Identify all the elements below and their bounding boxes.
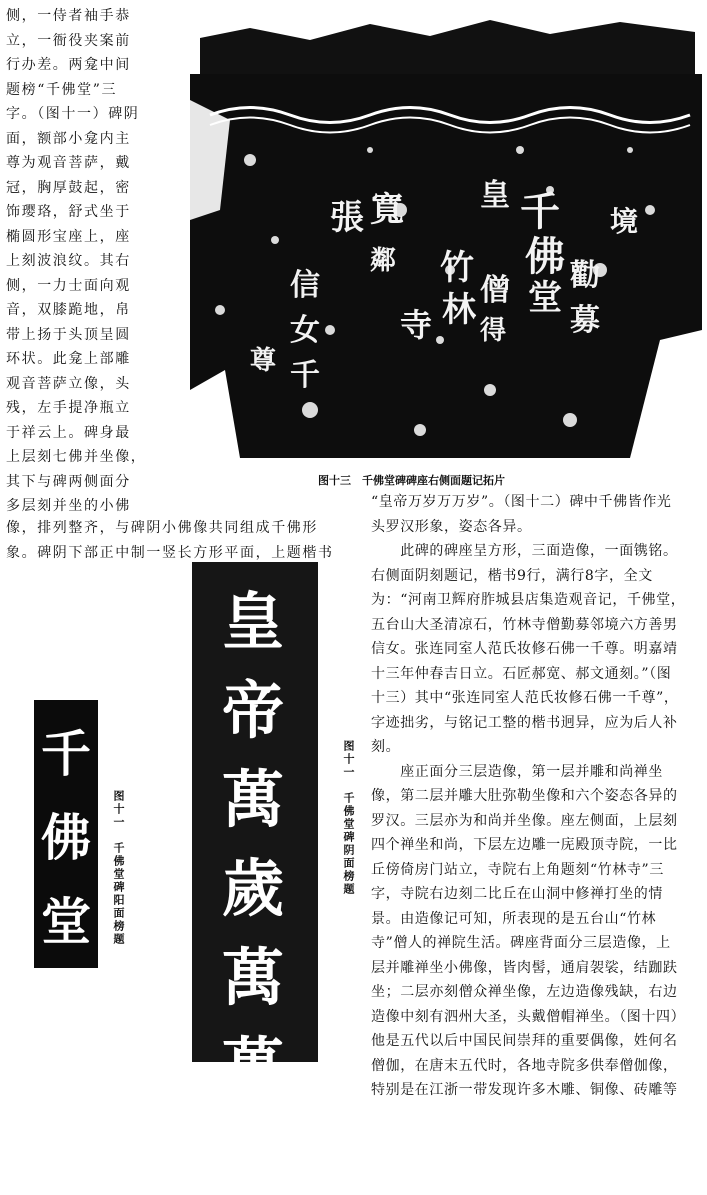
text-line: 刻。 — [371, 739, 401, 755]
text-line: 他是五代以后中国民间崇拜的重要偶像，姓何名 — [371, 1033, 678, 1049]
text-line: 上层刻七佛并坐像， — [6, 449, 147, 465]
text-line: 十三年仲春吉日立。石匠郝宽、郝文通刻。”（图 — [371, 665, 672, 682]
text-line: 立，一衙役夹案前 — [6, 32, 131, 49]
text-line: 坐；二层亦刻僧众禅坐像，左边造像残缺，右边 — [371, 984, 678, 1000]
rubbing-char: 女 — [290, 313, 320, 348]
rubbing-char: 鄰 — [370, 246, 397, 276]
text-line: 右侧面阴刻题记，楷书9行，满行8字，全文 — [371, 567, 653, 584]
rubbing-char: 佛 — [525, 233, 565, 280]
text-line: 饰璎珞，舒式坐于 — [6, 204, 131, 220]
text-line: 座正面分三层造像，第一层并雕和尚禅坐 — [371, 763, 663, 780]
text-line: 景。由造像记可知，所表现的是五台山“竹林 — [371, 910, 657, 927]
figure11-caption-back: 图十一 千佛堂碑阴面榜题 — [342, 740, 355, 896]
rubbing-char: 僧 — [480, 273, 510, 308]
text-line: 像，第二层并雕大肚弥勒坐像和六个姿态各异的 — [371, 788, 678, 804]
text-line: 冠，胸厚鼓起，密 — [6, 179, 131, 196]
plaque-char: 萬 — [221, 1030, 284, 1103]
text-line: 造像中刻有泗州大圣，头戴僧帽禅坐。（图十四） — [371, 1008, 686, 1025]
rubbing-char: 寺 — [400, 306, 433, 344]
text-line: 于祥云上。碑身最 — [6, 424, 131, 441]
text-line: 四个禅坐和尚，下层左边雕一庑殿顶寺院，一比 — [371, 837, 678, 853]
rubbing-char: 皇 — [480, 178, 510, 213]
plaque-char: 堂 — [41, 892, 91, 951]
figure13-caption: 图十三 千佛堂碑碑座右侧面题记拓片 — [318, 474, 505, 487]
plaque-char: 千 — [41, 724, 91, 783]
text-line: 带上扬于头顶呈圆 — [6, 326, 131, 343]
plaque-char: 皇 — [221, 585, 284, 658]
rubbing-char: 千 — [520, 188, 560, 235]
text-line: 寺”僧人的禅院生活。碑座背面分三层造像，上 — [371, 935, 671, 951]
right-column-text — [371, 490, 705, 1103]
text-line: 上刻波浪纹。其右 — [6, 253, 131, 269]
plaque-char: 帝 — [221, 674, 284, 747]
plaque-char: 佛 — [41, 808, 91, 867]
text-line: 丘傍倚房门站立，寺院右上角题刻“竹林寺”三 — [371, 861, 664, 878]
text-line: 残，左手提净瓶立 — [6, 400, 131, 416]
text-line: 罗汉。三层亦为和尚并坐像。座左侧面，上层刻 — [371, 812, 678, 829]
plaque-back-image — [178, 562, 328, 1192]
rubbing-char: 林 — [442, 290, 476, 330]
text-line: 面，额部小龛内主 — [6, 130, 131, 147]
rubbing-char: 竹 — [440, 248, 474, 288]
rubbing-char: 尊 — [250, 346, 277, 376]
text-line: 题榜“千佛堂”三 — [6, 81, 118, 98]
text-line: 行办差。两龛中间 — [6, 57, 131, 73]
text-line: 特别是在江浙一带发现许多木雕、铜像、砖雕等 — [371, 1082, 678, 1098]
rubbing-char: 勸 — [570, 258, 600, 293]
text-line: 象。碑阴下部正中制一竖长方形平面，上题楷书 — [6, 544, 334, 561]
inscription-rubbing-image — [190, 10, 702, 458]
text-line: 椭圆形宝座上，座 — [6, 228, 131, 245]
text-line: 头罗汉形象，姿态各异。 — [371, 518, 532, 535]
text-line: 僧伽，在唐末五代时，各地寺院多供奉僧伽像， — [371, 1057, 678, 1074]
text-line: 环状。此龛上部雕 — [6, 351, 131, 367]
plaque-front-image — [34, 700, 98, 968]
plaque-char: 萬 — [221, 941, 284, 1014]
rubbing-char: 募 — [570, 303, 600, 338]
rubbing-char: 千 — [290, 358, 320, 393]
text-line: 字。（图十一）碑阴 — [6, 106, 140, 122]
text-line: 其下与碑两侧面分 — [6, 473, 131, 490]
text-line: 音，双膝跪地，帛 — [6, 302, 131, 318]
text-line: 多层刻并坐的小佛 — [6, 498, 131, 514]
text-line: 信女。张连同室人范氏妆修石佛一千尊。明嘉靖 — [371, 641, 678, 657]
text-line: 十三）其中“张连同室人范氏妆修石佛一千尊”， — [371, 690, 679, 706]
text-line: 字迹拙劣，与铭记工整的楷书迥异，应为后人补 — [371, 714, 678, 731]
text-line: 像，排列整齐，与碑阴小佛像共同组成千佛形 — [6, 520, 318, 536]
text-line: 观音菩萨立像，头 — [6, 375, 131, 392]
rubbing-chars — [190, 10, 702, 458]
left-wide-text — [6, 516, 348, 565]
rubbing-char: 信 — [290, 268, 320, 303]
rubbing-char: 寬 — [370, 190, 404, 230]
rubbing-char: 堂 — [528, 278, 562, 318]
plaque-char: 歲 — [221, 852, 284, 925]
plaque-char: 歲 — [221, 1119, 284, 1192]
text-line: 层并雕禅坐小佛像，皆肉髻，通肩袈裟，结跏趺 — [371, 959, 678, 976]
text-line: 侧，一力士面向观 — [6, 277, 131, 294]
rubbing-char: 得 — [480, 316, 507, 346]
figure11-caption-front: 图十一 千佛堂碑阳面榜题 — [112, 790, 125, 946]
text-line: 此碑的碑座呈方形，三面造像，一面镌铭。 — [371, 543, 678, 559]
rubbing-char: 張 — [330, 198, 364, 238]
text-line: 五台山大圣清凉石，竹林寺僧勤募邻境六方善男 — [371, 616, 678, 633]
text-line: 尊为观音菩萨，戴 — [6, 155, 131, 171]
plaque-char: 萬 — [221, 763, 284, 836]
text-line: 侧，一侍者袖手恭 — [6, 8, 131, 24]
text-line: 字，寺院右边刻二比丘在山洞中修禅打坐的情 — [371, 886, 663, 902]
rubbing-char: 境 — [610, 205, 639, 238]
text-line: “皇帝万岁万万岁”。（图十二）碑中千佛皆作光 — [371, 494, 672, 510]
text-line: 为：“河南卫辉府胙城县店集造观音记，千佛堂， — [371, 592, 686, 608]
left-column-text — [6, 4, 182, 519]
